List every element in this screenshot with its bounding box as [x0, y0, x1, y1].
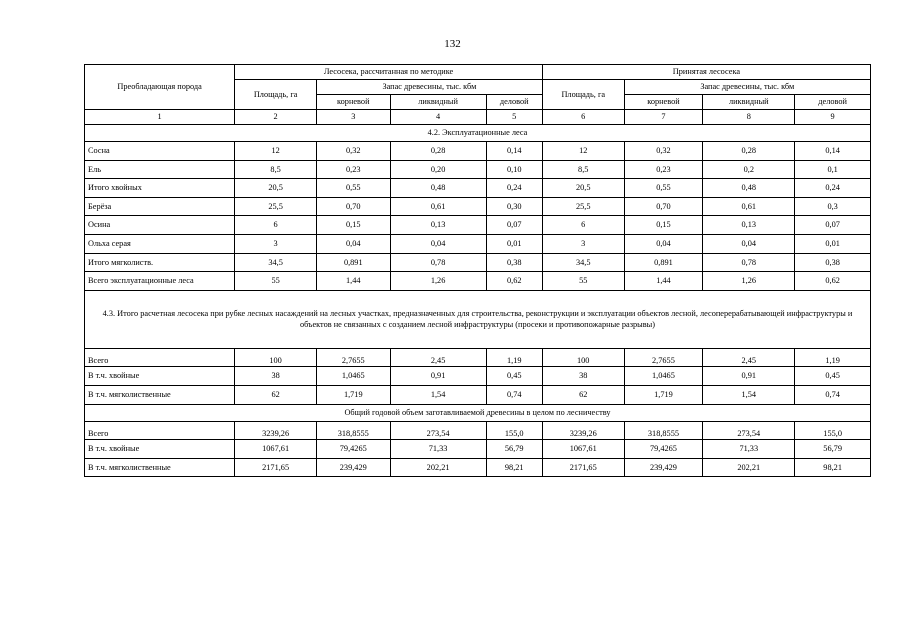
row-label: Сосна	[85, 142, 235, 161]
table-cell: 0,28	[703, 142, 795, 161]
table-cell: 6	[235, 216, 317, 235]
table-cell: 0,30	[486, 197, 542, 216]
table-cell: 1,19	[486, 348, 542, 367]
row-label: Берёза	[85, 197, 235, 216]
row-label: Ольха серая	[85, 234, 235, 253]
table-cell: 0,32	[316, 142, 390, 161]
table-cell: 273,54	[703, 421, 795, 440]
table-cell: 38	[235, 367, 317, 386]
table-row	[85, 179, 871, 198]
table-cell: 62	[542, 385, 624, 404]
column-number: 3	[316, 110, 390, 125]
table-row	[85, 440, 871, 459]
table-cell: 0,15	[316, 216, 390, 235]
table-cell: 20,5	[542, 179, 624, 198]
table-cell: 1067,61	[542, 440, 624, 459]
section-title-4-2: 4.2. Эксплуатационные леса	[85, 125, 871, 142]
table-cell: 0,38	[795, 253, 871, 272]
table-cell: 0,14	[486, 142, 542, 161]
table-cell: 1,26	[703, 272, 795, 291]
table-cell: 1,719	[316, 385, 390, 404]
table-cell: 0,23	[316, 160, 390, 179]
row-label: Итого мягколиств.	[85, 253, 235, 272]
method-root-header: корневой	[316, 95, 390, 110]
header-row-1	[85, 65, 871, 80]
table-cell: 2171,65	[235, 458, 317, 477]
table-row	[85, 216, 871, 235]
table-row	[85, 272, 871, 291]
column-number: 6	[542, 110, 624, 125]
table-cell: 56,79	[795, 440, 871, 459]
table-cell: 1,19	[795, 348, 871, 367]
table-cell: 0,62	[486, 272, 542, 291]
row-label: Всего	[85, 348, 235, 367]
section-total-body	[85, 421, 871, 477]
section-title-4-3: 4.3. Итого расчетная лесосека при рубке лесных насаждений на лесных участках, предназначенных для строительства, реконструкции и эксплуатации объектов лесной, лесоперерабатывающей инфраструктуры и объектов не связанных с созданием лесной инфраструктуры (просеки и противопожарные разрывы)	[85, 290, 871, 348]
table-cell: 0,14	[795, 142, 871, 161]
table-cell: 34,5	[542, 253, 624, 272]
table-cell: 2,7655	[624, 348, 703, 367]
column-number: 4	[390, 110, 486, 125]
method-business-header: деловой	[486, 95, 542, 110]
table-row	[85, 367, 871, 386]
accepted-business-header: деловой	[795, 95, 871, 110]
table-cell: 0,13	[390, 216, 486, 235]
accepted-group-header: Принятая лесосека	[542, 65, 870, 80]
table-cell: 0,891	[316, 253, 390, 272]
method-liquid-header: ликвидный	[390, 95, 486, 110]
table-cell: 1,44	[316, 272, 390, 291]
table-row	[85, 348, 871, 367]
column-number: 5	[486, 110, 542, 125]
table-cell: 0,61	[390, 197, 486, 216]
column-number: 7	[624, 110, 703, 125]
table-cell: 1,0465	[624, 367, 703, 386]
table-cell: 0,70	[316, 197, 390, 216]
table-cell: 38	[542, 367, 624, 386]
table-cell: 0,55	[624, 179, 703, 198]
section-row	[85, 404, 871, 421]
table-cell: 1067,61	[235, 440, 317, 459]
forest-cutting-table	[84, 64, 871, 477]
table-cell: 0,13	[703, 216, 795, 235]
table-row	[85, 142, 871, 161]
table-cell: 12	[235, 142, 317, 161]
table-cell: 0,1	[795, 160, 871, 179]
table-row	[85, 197, 871, 216]
table-cell: 0,07	[795, 216, 871, 235]
table-cell: 0,01	[795, 234, 871, 253]
table-cell: 0,91	[703, 367, 795, 386]
table-cell: 1,0465	[316, 367, 390, 386]
table-cell: 0,3	[795, 197, 871, 216]
table-row	[85, 458, 871, 477]
row-label: В т.ч. хвойные	[85, 440, 235, 459]
table-cell: 0,38	[486, 253, 542, 272]
row-label: Итого хвойных	[85, 179, 235, 198]
table-cell: 0,10	[486, 160, 542, 179]
table-cell: 25,5	[235, 197, 317, 216]
row-label: Ель	[85, 160, 235, 179]
page-number: 132	[444, 38, 461, 50]
table-row	[85, 421, 871, 440]
accepted-area-header: Площадь, га	[542, 80, 624, 110]
column-number: 2	[235, 110, 317, 125]
method-area-header: Площадь, га	[235, 80, 317, 110]
table-cell: 8,5	[235, 160, 317, 179]
table-cell: 12	[542, 142, 624, 161]
table-cell: 20,5	[235, 179, 317, 198]
table-row	[85, 160, 871, 179]
table-cell: 155,0	[486, 421, 542, 440]
table-row	[85, 234, 871, 253]
table-row	[85, 253, 871, 272]
table-cell: 0,74	[795, 385, 871, 404]
row-label: В т.ч. мягколиственные	[85, 385, 235, 404]
row-label: Всего	[85, 421, 235, 440]
table-cell: 2,45	[703, 348, 795, 367]
table-cell: 1,26	[390, 272, 486, 291]
table-cell: 2,45	[390, 348, 486, 367]
column-number-row	[85, 110, 871, 125]
accepted-stock-header: Запас древесины, тыс. кбм	[624, 80, 870, 95]
table-cell: 0,24	[795, 179, 871, 198]
table-cell: 0,04	[390, 234, 486, 253]
table-cell: 0,04	[316, 234, 390, 253]
table-cell: 79,4265	[316, 440, 390, 459]
accepted-liquid-header: ликвидный	[703, 95, 795, 110]
table-cell: 0,91	[390, 367, 486, 386]
row-label: В т.ч. хвойные	[85, 367, 235, 386]
table-cell: 0,04	[624, 234, 703, 253]
table-cell: 55	[235, 272, 317, 291]
table-cell: 239,429	[316, 458, 390, 477]
section-title-total: Общий годовой объем заготавливаемой древесины в целом по лесничеству	[85, 404, 871, 421]
table-cell: 1,719	[624, 385, 703, 404]
table-cell: 318,8555	[624, 421, 703, 440]
row-label: Осина	[85, 216, 235, 235]
table-cell: 100	[542, 348, 624, 367]
table-cell: 0,62	[795, 272, 871, 291]
table-cell: 2171,65	[542, 458, 624, 477]
table-cell: 0,70	[624, 197, 703, 216]
column-number: 9	[795, 110, 871, 125]
table-cell: 0,24	[486, 179, 542, 198]
table-cell: 0,48	[703, 179, 795, 198]
table-cell: 100	[235, 348, 317, 367]
table-cell: 0,28	[390, 142, 486, 161]
table-cell: 0,04	[703, 234, 795, 253]
table-cell: 3239,26	[235, 421, 317, 440]
table-cell: 71,33	[390, 440, 486, 459]
table-cell: 0,61	[703, 197, 795, 216]
row-label: В т.ч. мягколиственные	[85, 458, 235, 477]
table-cell: 0,23	[624, 160, 703, 179]
table-row	[85, 385, 871, 404]
species-header: Преобладающая порода	[85, 65, 235, 110]
column-number: 8	[703, 110, 795, 125]
row-label: Всего эксплуатационные леса	[85, 272, 235, 291]
section-4-3-body	[85, 348, 871, 404]
table-cell: 0,32	[624, 142, 703, 161]
table-cell: 56,79	[486, 440, 542, 459]
table-cell: 0,01	[486, 234, 542, 253]
accepted-root-header: корневой	[624, 95, 703, 110]
section-4-2-body	[85, 142, 871, 291]
table-cell: 0,45	[486, 367, 542, 386]
section-row	[85, 125, 871, 142]
table-cell: 239,429	[624, 458, 703, 477]
table-cell: 6	[542, 216, 624, 235]
table-cell: 8,5	[542, 160, 624, 179]
table-cell: 98,21	[795, 458, 871, 477]
table-cell: 62	[235, 385, 317, 404]
table-cell: 71,33	[703, 440, 795, 459]
method-stock-header: Запас древесины, тыс. кбм	[316, 80, 542, 95]
table-cell: 0,78	[390, 253, 486, 272]
table-cell: 98,21	[486, 458, 542, 477]
table-cell: 3	[235, 234, 317, 253]
table-cell: 0,78	[703, 253, 795, 272]
table-cell: 273,54	[390, 421, 486, 440]
table-cell: 3239,26	[542, 421, 624, 440]
method-group-header: Лесосека, рассчитанная по методике	[235, 65, 543, 80]
table-cell: 55	[542, 272, 624, 291]
table-cell: 0,20	[390, 160, 486, 179]
table-cell: 202,21	[703, 458, 795, 477]
table-cell: 79,4265	[624, 440, 703, 459]
table-cell: 25,5	[542, 197, 624, 216]
table-cell: 0,2	[703, 160, 795, 179]
table-cell: 1,54	[703, 385, 795, 404]
table-cell: 0,45	[795, 367, 871, 386]
table-cell: 2,7655	[316, 348, 390, 367]
table-cell: 0,15	[624, 216, 703, 235]
table-cell: 34,5	[235, 253, 317, 272]
table-cell: 0,891	[624, 253, 703, 272]
table-cell: 3	[542, 234, 624, 253]
column-number: 1	[85, 110, 235, 125]
section-row	[85, 290, 871, 348]
table-cell: 155,0	[795, 421, 871, 440]
table-cell: 1,54	[390, 385, 486, 404]
table-cell: 0,74	[486, 385, 542, 404]
table-cell: 1,44	[624, 272, 703, 291]
table-cell: 0,48	[390, 179, 486, 198]
table-cell: 0,07	[486, 216, 542, 235]
table-cell: 202,21	[390, 458, 486, 477]
table-cell: 0,55	[316, 179, 390, 198]
table-cell: 318,8555	[316, 421, 390, 440]
